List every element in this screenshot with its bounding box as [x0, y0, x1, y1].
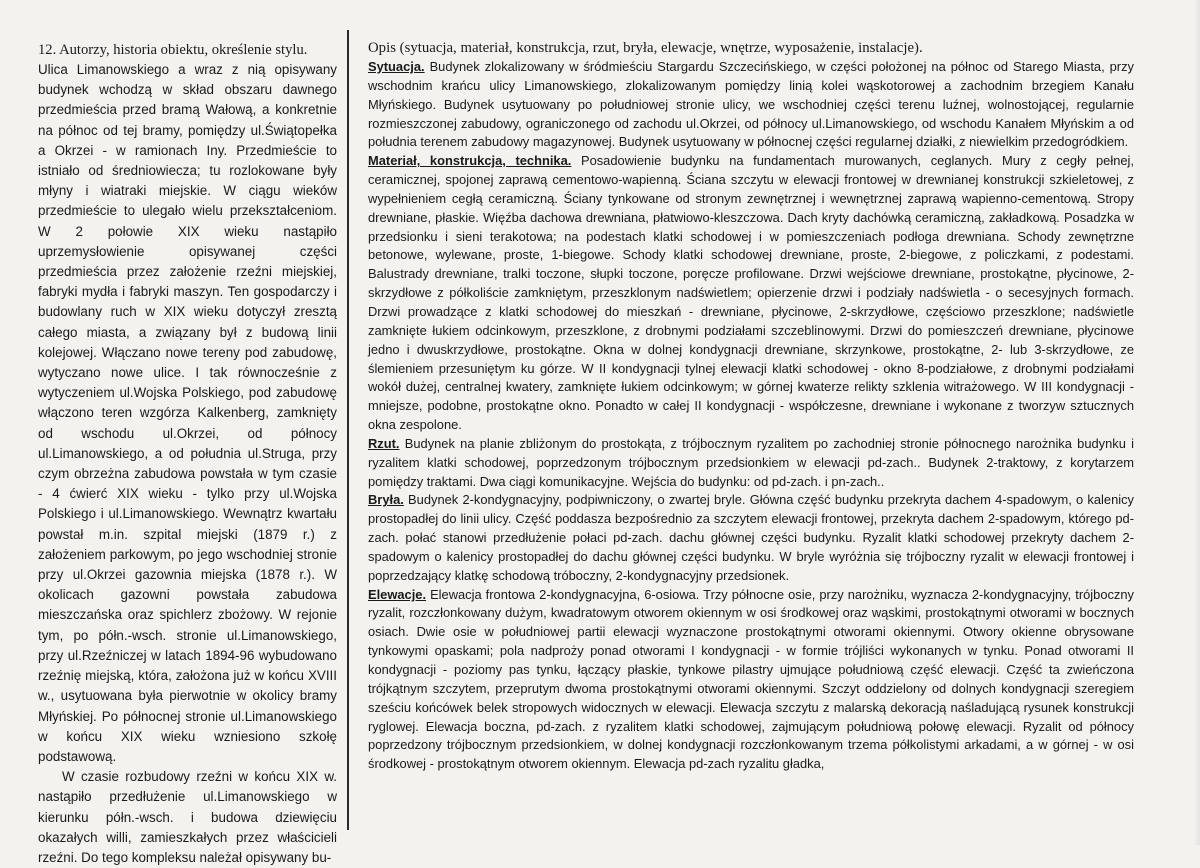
section-material [368, 152, 1134, 435]
text-mass: Budynek 2-kondygnacyjny, podpiwniczony, o zwartej bryle. Główna część budynku przekryta dachem 4-spadowym, o kalenicy prostopadłej do linii ulicy. Część poddasza bezpośrednio za szczytem elewacji frontowej, przekryta dachem 2-spadowym, którego pd-zach. połać stanowi przedłużenie połaci pd-zach. dachu głównej części budynku. Ryzalit klatki schodowej przekryty dachem 2-spadowym o kalenicy prostopadłej do dachu głównej części budynku. W bryle wyróżnia się trójboczny ryzalit w elewacji frontowej i poprzedzający klatkę schodową tróboczny, 2-kondygnacyjny przedsionek. [368, 492, 1134, 583]
label-situation: Sytuacja. [368, 59, 425, 74]
section-heading-description: Opis (sytuacja, materiał, konstrukcja, rzut, bryła, elewacje, wnętrze, wyposażenie, instalacje). [368, 40, 923, 56]
text-situation: Budynek zlokalizowany w śródmieściu Stargardu Szczecińskiego, w części położonej na północ od Starego Miasta, przy wschodnim krańcu ulicy Limanowskiego, zlokalizowanym pomiędzy linią kolei wąskotorowej a zachodnim brzegiem Kanału Młyńskiego. Budynek usytuowany po południowej stronie ulicy, we wschodniej części terenu luźnej, wolnostojącej, regularnie rozmieszczonej zabudowy, ograniczonego od zachodu ul.Okrzei, od północy ul.Limanowskiego, od wschodu Kanałem Młyńskim a od południa terenem zabudowy magazynowej. Budynek usytuowany w północnej części regularnej działki, z niewielkim przedogródkiem. [368, 59, 1134, 150]
section-plan [368, 435, 1134, 492]
section-mass [368, 491, 1134, 585]
right-column [368, 38, 1134, 774]
left-column [38, 40, 337, 868]
column-divider [347, 30, 349, 830]
history-paragraph-1: Ulica Limanowskiego a wraz z nią opisywany budynek wchodzą w skład obszaru dawnego przedmieścia przed bramą Wałową, a konkretnie na północ od tej bramy, pomiędzy ul.Świątopełka a Okrzei - w ramionach Iny. Przedmieście to istniało od średniowiecza; tu rozlokowane były młyny i wiatraki miejskie. W ciągu wieków przedmieście to ulegało wielu przekształceniom. W 2 połowie XIX wieku nastąpiło uprzemysłowienie opisywanej części przedmieścia przez założenie rzeźni miejskiej, fabryki mydła i fabryki maszyn. Ten gospodarczy i budowlany ruch w XIX wieku dotyczył zresztą całego miasta, a związany był z budową linii kolejowej. Włączano nowe tereny pod zabudowę, wytyczano nowe ulice. I tak równocześnie z wytyczeniem ul.Wojska Polskiego, pod zabudowę włączono teren wzgórza Kalkenberg, zamknięty od wschodu ul.Okrzei, od północy ul.Limanowskiego, a od południa ul.Struga, przy czym obrzeżna zabudowa powstała w tym czasie - 4 ćwierć XIX wieku - tylko przy ul.Wojska Polskiego i ul.Limanowskiego. Wewnątrz kwartału powstał m.in. szpital miejski (1879 r.) z założeniem parkowym, po jego wschodniej stronie przy ul.Okrzei gazownia miejska (1878 r.). W okolicach gazowni powstała zabudowa mieszczańska oraz spichlerz zbożowy. W rejonie tym, po półn.-wsch. stronie ul.Limanowskiego, przy ul.Rzeźniczej w latach 1894-96 wybudowano rzeźnię miejską, która, założona już w końcu XVIII w., usytuowana była pierwotnie w okolicy bramy Młyńskiej. Po północnej stronie ul.Limanowskiego w końcu XIX wieku wzniesiono szkołę podstawową. [38, 62, 337, 764]
history-paragraph-2: W czasie rozbudowy rzeźni w końcu XIX w. nastąpiło przedłużenie ul.Limanowskiego w kierunku półn.-wsch. i budowa dziewięciu okazałych willi, zamieszkałych przez właścicieli rzeźni. Do tego kompleksu należał opisywany bu- [38, 769, 337, 865]
label-elevations: Elewacje. [368, 586, 427, 602]
section-heading-history: 12. Autorzy, historia obiektu, określenie stylu. [38, 42, 308, 58]
label-mass: Bryła. [368, 492, 404, 508]
text-material: Posadowienie budynku na fundamentach murowanych, ceglanych. Mury z cegły pełnej, ceramicznej, spojonej zaprawą cementowo-wapienną. Ściana szczytu w elewacji frontowej w drewnianej konstrukcji szkieletowej, z wypełnieniem cegłą ceramiczną. Ściany tynkowane od stronym zewnętrznej i wewnętrznej zaprawą wapienno-cementową. Stropy drewniane, płaskie. Więźba dachowa drewniana, płatwiowo-kleszczowa. Dach kryty dachówką ceramiczną, zakładkową. Posadzka w przedsionku i sieni terakotowa; na podestach klatki schodowej i w pomieszczeniach podłoga drewniana. Schody zewnętrzne betonowe, wylewane, proste, 1-biegowe. Schody klatki schodowej drewniane, proste, 2-biegowe, z policzkami, z podestami. Balustrady drewniane, tralki toczone, słupki toczone, poręcze profilowane. Drzwi wejściowe drewniane, prostokątne, płycinowe, 2-skrzydłowe z półkoliście zamkniętym, przeszklonym nadświetlem; opierzenie drzwi i podziały nadświetla - o secesyjnych formach. Drzwi prowadzące z klatki schodowej do mieszkań - drewniane, płycinowe, 2-skrzydłowe, częściowo przeszklone; nadświetle zamknięte łukiem odcinkowym, przeszklone, z drobnymi podziałami szczeblinowymi. Drzwi do pomieszczeń drewniane, płycinowe jedno i dwuskrzydłowe, prostokątne. Okna w dolnej kondygnacji drewniane, skrzynkowe, prostokątne, 2- lub 3-skrzydłowe, ze ślemieniem przesuniętym ku górze. W II kondygnacji tylnej elewacji klatki schodowej - okno 8-podziałowe, z drobnymi podziałami wokół dużej, centralnej kwatery, zamknięte łukiem odcinkowym; w górnej kwaterze relikty szklenia witrażowego. W III kondygnacji - mniejsze, podobne, prostokątne okno. Ponadto w całej II kondygnacji - współczesne, drewniane i wykonane z tworzyw sztucznych okna zespolone. [368, 153, 1134, 433]
section-situation [368, 58, 1134, 152]
label-material: Materiał, konstrukcja, technika. [368, 153, 572, 169]
label-plan: Rzut. [368, 435, 400, 451]
text-plan: Budynek na planie zbliżonym do prostokąta, z trójbocznym ryzalitem po zachodniej stronie północnego narożnika budynku i ryzalitem klatki schodowej, poprzedzonym trójbocznym przedsionkiem w elewacji pd-zach.. Budynek 2-traktowy, z korytarzem pomiędzy traktami. Dwa ciągi komunikacyjne. Wejścia do budynku: od pd-zach. i pn-zach.. [368, 435, 1134, 489]
scan-edge-shadow [1194, 0, 1200, 845]
section-elevations [368, 586, 1134, 774]
text-elevations: Elewacja frontowa 2-kondygnacyjna, 6-osiowa. Trzy północne osie, przy narożniku, wyznacza 2-kondygnacyjny, trójboczny ryzalit, rozczłonkowany dużym, kwadratowym otworem okiennym w osi środkowej oraz wąskimi, prostokątnymi otworami w bocznych osiach. Dwie osie w południowej partii elewacji wyznaczone prostokątnymi otworami okiennymi. Otwory okienne obrysowane tynkowymi opaskami; pola nadprożу ponad otworami I kondygnacji - w formie trójliści wykonanych w tynku. Ponad otworami II kondygnacji - poziomy pas tynku, łączący płaskie, tynkowe pilastry ujmujące południową część elewacji. Część ta zwieńczona trójkątnym szczytem, przeprutym dwoma prostokątnymi otworami okiennymi. Szczyt oddzielony od dolnych kondygnacji szeregiem sześciu końcówek belek stropowych widocznych w elewacji. Elewacja szczytu z malarską dekoracją naśladującą rysunek konstrukcji ryglowej. Elewacja boczna, pd-zach. z ryzalitem klatki schodowej, zajmującym południową połowę elewacji. Ryzalit od północy poprzedzony trójbocznym przedsionkiem, w dolnej kondygnacji rozczłonkowanym trzema półkolistymi arkadami, a w górnej - w osi środkowej - prostokątnym otworem okiennym. Elewacja pd-zach ryzalitu gładka, [368, 586, 1134, 772]
